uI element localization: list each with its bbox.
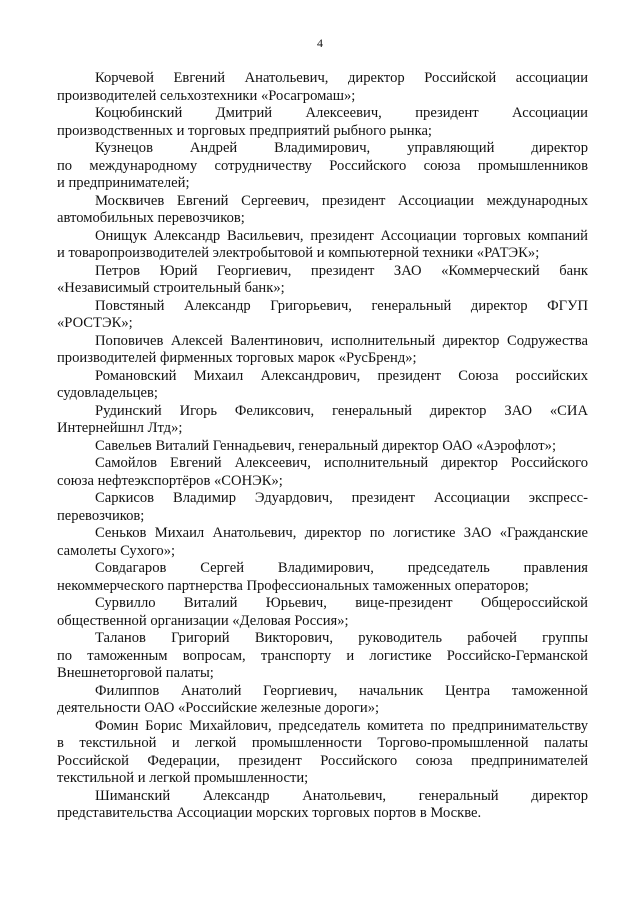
participant-entry — [57, 718, 588, 788]
entry-line: некоммерческого партнерства Профессиональных таможенных операторов; — [57, 577, 529, 594]
entry-line: деятельности ОАО «Российские железные дороги»; — [57, 700, 380, 716]
participant-entry — [57, 70, 588, 105]
entry-line: перевозчиков; — [57, 507, 145, 524]
entry-line: Петров Юрий Георгиевич, президент ЗАО «Коммерческий банк — [95, 262, 588, 279]
entry-line: союза нефтеэкспортёров «СОНЭК»; — [57, 472, 283, 489]
participant-entry — [57, 193, 588, 228]
entry-line: Савельев Виталий Геннадьевич, генеральный директор ОАО «Аэрофлот»; — [95, 437, 557, 454]
entry-line: Самойлов Евгений Алексеевич, исполнительный директор Российского — [95, 455, 588, 471]
entry-line: Кузнецов Андрей Владимирович, управляющий директор — [95, 140, 588, 156]
participant-entry — [57, 595, 588, 630]
entry-line: Корчевой Евгений Анатольевич, директор Российской ассоциации — [95, 70, 588, 86]
entry-line: текстильной и легкой промышленности; — [57, 770, 309, 786]
participant-entry — [57, 228, 588, 263]
participant-entry — [57, 368, 588, 403]
participant-entry — [57, 788, 588, 823]
entry-line: производителей фирменных торговых марок «РусБренд»; — [57, 350, 417, 366]
participant-entry — [57, 630, 588, 683]
document-body — [57, 70, 588, 823]
entry-line: Сеньков Михаил Анатольевич, директор по логистике ЗАО «Гражданские — [95, 525, 588, 541]
entry-line: судовладельцев; — [57, 385, 158, 401]
participant-entry — [57, 403, 588, 438]
entry-line: Интернейшнл Лтд»; — [57, 420, 183, 436]
participant-entry — [57, 560, 588, 595]
entry-line: общественной организации «Деловая Россия»; — [57, 612, 349, 629]
entry-line: и товаропроизводителей электробытовой и компьютерной техники «РАТЭК»; — [57, 245, 540, 261]
entry-line: Повстяный Александр Григорьевич, генеральный директор ФГУП — [95, 297, 588, 314]
entry-line: автомобильных перевозчиков; — [57, 210, 245, 226]
participant-entry — [57, 683, 588, 718]
participant-entry — [57, 140, 588, 193]
entry-line: Москвичев Евгений Сергеевич, президент Ассоциации международных — [95, 192, 588, 209]
entry-line: по международному сотрудничеству Российского союза промышленников — [57, 157, 588, 174]
entry-line: производственных и торговых предприятий рыбного рынка; — [57, 122, 432, 139]
entry-line: Коцюбинский Дмитрий Алексеевич, президент Ассоциации — [95, 105, 588, 121]
entry-line: Саркисов Владимир Эдуардович, президент Ассоциации экспресс- — [95, 490, 588, 506]
entry-line: Российской Федерации, президент Российского союза предпринимателей — [57, 752, 588, 769]
participant-entry — [57, 438, 588, 456]
participant-entry — [57, 455, 588, 490]
entry-line: Поповичев Алексей Валентинович, исполнительный директор Содружества — [95, 332, 588, 349]
entry-line: Таланов Григорий Викторович, руководитель рабочей группы — [95, 630, 588, 646]
entry-line: в текстильной и легкой промышленности Торгово-промышленной палаты — [57, 735, 588, 751]
entry-line: самолеты Сухого»; — [57, 542, 176, 559]
entry-line: Фомин Борис Михайлович, председатель комитета по предпринимательству — [95, 717, 588, 734]
entry-line: «РОСТЭК»; — [57, 315, 133, 331]
participant-entry — [57, 298, 588, 333]
participant-entry — [57, 105, 588, 140]
participant-entry — [57, 490, 588, 525]
entry-line: Филиппов Анатолий Георгиевич, начальник Центра таможенной — [95, 682, 588, 699]
entry-line: по таможенным вопросам, транспорту и логистике Российско-Германской — [57, 647, 588, 664]
entry-line: Совдагаров Сергей Владимирович, председатель правления — [95, 560, 588, 576]
entry-line: Рудинский Игорь Феликсович, генеральный директор ЗАО «СИА — [95, 402, 588, 419]
entry-line: производителей сельхозтехники «Росагромаш»; — [57, 87, 356, 104]
entry-line: и предпринимателей; — [57, 175, 190, 191]
entry-line: Шиманский Александр Анатольевич, генеральный директор — [95, 787, 588, 804]
entry-line: Сурвилло Виталий Юрьевич, вице-президент Общероссийской — [95, 595, 588, 611]
entry-line: Внешнеторговой палаты; — [57, 665, 214, 681]
entry-line: Онищук Александр Васильевич, президент Ассоциации торговых компаний — [95, 227, 588, 244]
participant-entry — [57, 525, 588, 560]
entry-line: Романовский Михаил Александрович, президент Союза российских — [95, 367, 588, 384]
participant-entry — [57, 263, 588, 298]
page-number: 4 — [317, 36, 323, 50]
participant-entry — [57, 333, 588, 368]
entry-line: представительства Ассоциации морских торговых портов в Москве. — [57, 805, 482, 821]
entry-line: «Независимый строительный банк»; — [57, 280, 285, 296]
